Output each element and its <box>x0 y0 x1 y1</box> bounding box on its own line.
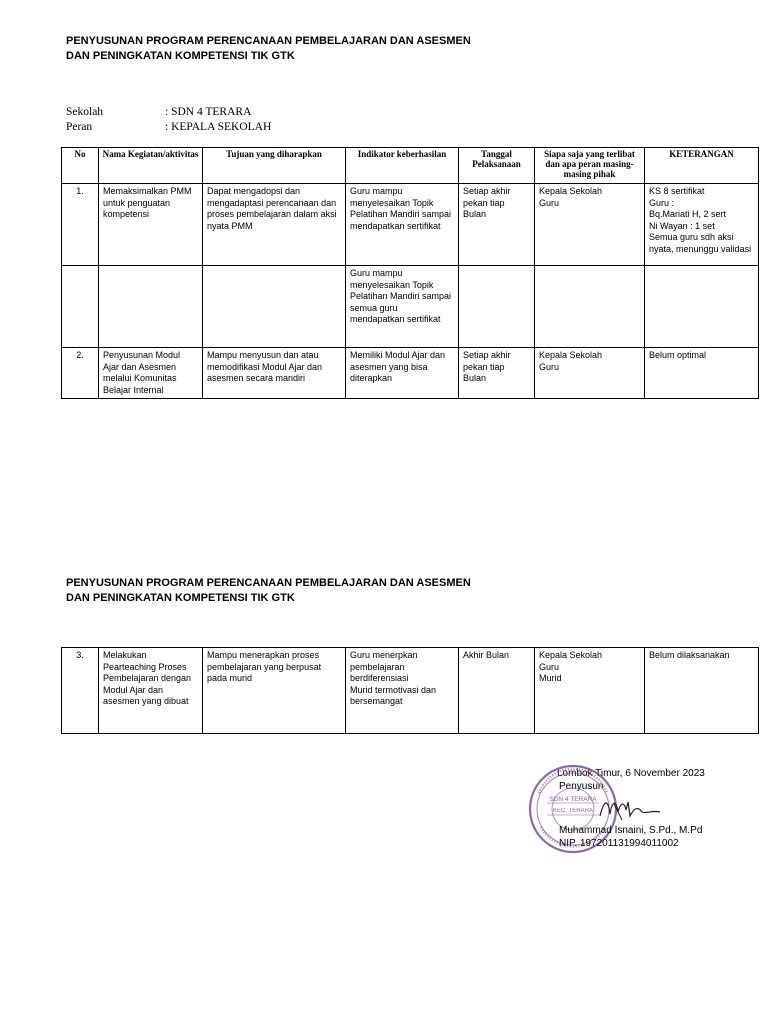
cell-no: 2. <box>62 348 99 399</box>
cell-indikator: Guru mampu menyelesaikan Topik Pelatihan Mandiri sampai semua guru mendapatkan sertifikat <box>346 266 459 348</box>
peran-label: Peran <box>66 121 93 133</box>
cell-tujuan: Mampu menerapkan proses pembelajaran yang berpusat pada murid <box>203 648 346 734</box>
header-keterangan: KETERANGAN <box>645 148 759 184</box>
cell-pihak <box>535 266 645 348</box>
cell-kegiatan: Memaksimalkan PMM untuk penguatan kompetensi <box>99 184 203 266</box>
header-tujuan: Tujuan yang diharapkan <box>203 148 346 184</box>
cell-no: 1. <box>62 184 99 266</box>
cell-pihak: Kepala Sekolah Guru <box>535 184 645 266</box>
cell-pihak: Kepala Sekolah Guru Murid <box>535 648 645 734</box>
title-line-1: PENYUSUNAN PROGRAM PERENCANAAN PEMBELAJARAN DAN ASESMEN <box>66 35 471 47</box>
cell-kegiatan <box>99 266 203 348</box>
table-row <box>62 348 759 399</box>
document-title-2 <box>66 576 471 606</box>
cell-no: 3. <box>62 648 99 734</box>
cell-tanggal <box>459 266 535 348</box>
cell-pihak: Kepala Sekolah Guru <box>535 348 645 399</box>
cell-tujuan: Mampu menyusun dan atau memodifikasi Modul Ajar dan asesmen secara mandiri <box>203 348 346 399</box>
table-row <box>62 184 759 266</box>
cell-tujuan <box>203 266 346 348</box>
stamp-center-line-1: SDN 4 TERARA <box>549 796 597 803</box>
cell-kegiatan: Melakukan Pearteaching Proses Pembelajaran dengan Modul Ajar dan asesmen yang dibuat <box>99 648 203 734</box>
header-tanggal: Tanggal Pelaksanaan <box>459 148 535 184</box>
cell-kegiatan: Penyusunan Modul Ajar dan Asesmen melalui Komunitas Belajar Internal <box>99 348 203 399</box>
table-row <box>62 648 759 734</box>
table-header-row <box>62 148 759 184</box>
program-table-2 <box>61 647 759 734</box>
cell-tanggal: Setiap akhir pekan tiap Bulan <box>459 184 535 266</box>
title-line-1: PENYUSUNAN PROGRAM PERENCANAAN PEMBELAJARAN DAN ASESMEN <box>66 577 471 589</box>
peran-row <box>66 120 271 135</box>
sekolah-label: Sekolah <box>66 106 104 118</box>
cell-keterangan <box>645 266 759 348</box>
header-pihak: Siapa saja yang terlibat dan apa peran masing-masing pihak <box>535 148 645 184</box>
table-row <box>62 266 759 348</box>
header-indikator: Indikator keberhasilan <box>346 148 459 184</box>
title-line-2: DAN PENINGKATAN KOMPETENSI TIK GTK <box>66 50 295 62</box>
cell-tujuan: Dapat mengadopsi dan mengadaptasi perencanaan dan proses pembelajaran dalam aksi nyata PMM <box>203 184 346 266</box>
info-block <box>66 105 271 135</box>
program-table <box>61 147 759 399</box>
signature-nip: NIP. 197201131994011002 <box>559 838 679 849</box>
cell-keterangan: KS 8 sertifikat Guru : Bq.Mariati H, 2 sert Ni Wayan : 1 set Semua guru sdh aksi nyata, menunggu validasi <box>645 184 759 266</box>
title-line-2: DAN PENINGKATAN KOMPETENSI TIK GTK <box>66 592 295 604</box>
cell-keterangan: Belum optimal <box>645 348 759 399</box>
cell-tanggal: Setiap akhir pekan tiap Bulan <box>459 348 535 399</box>
signature-place-date: Lombok Timur, 6 November 2023 <box>557 768 705 779</box>
header-kegiatan: Nama Kegiatan/aktivitas <box>99 148 203 184</box>
signature-name: Muhammad Isnaini, S.Pd., M.Pd <box>559 825 703 836</box>
cell-keterangan: Belum dilaksanakan <box>645 648 759 734</box>
peran-value: : KEPALA SEKOLAH <box>165 121 272 133</box>
cell-no <box>62 266 99 348</box>
cell-indikator: Guru menerpkan pembelajaran berdiferensiasi Murid termotivasi dan bersemangat <box>346 648 459 734</box>
sekolah-row <box>66 105 271 120</box>
header-no: No <box>62 148 99 184</box>
stamp-center-line-2: KEC. TERARA <box>553 808 593 814</box>
sekolah-value: : SDN 4 TERARA <box>165 106 252 118</box>
document-title <box>66 34 471 64</box>
cell-indikator: Guru mampu menyelesaikan Topik Pelatihan Mandiri sampai mendapatkan sertifikat <box>346 184 459 266</box>
cell-tanggal: Akhir Bulan <box>459 648 535 734</box>
signature-role: Penyusun <box>559 781 604 792</box>
cell-indikator: Memiliki Modul Ajar dan asesmen yang bisa diterapkan <box>346 348 459 399</box>
handwritten-signature <box>596 794 666 824</box>
